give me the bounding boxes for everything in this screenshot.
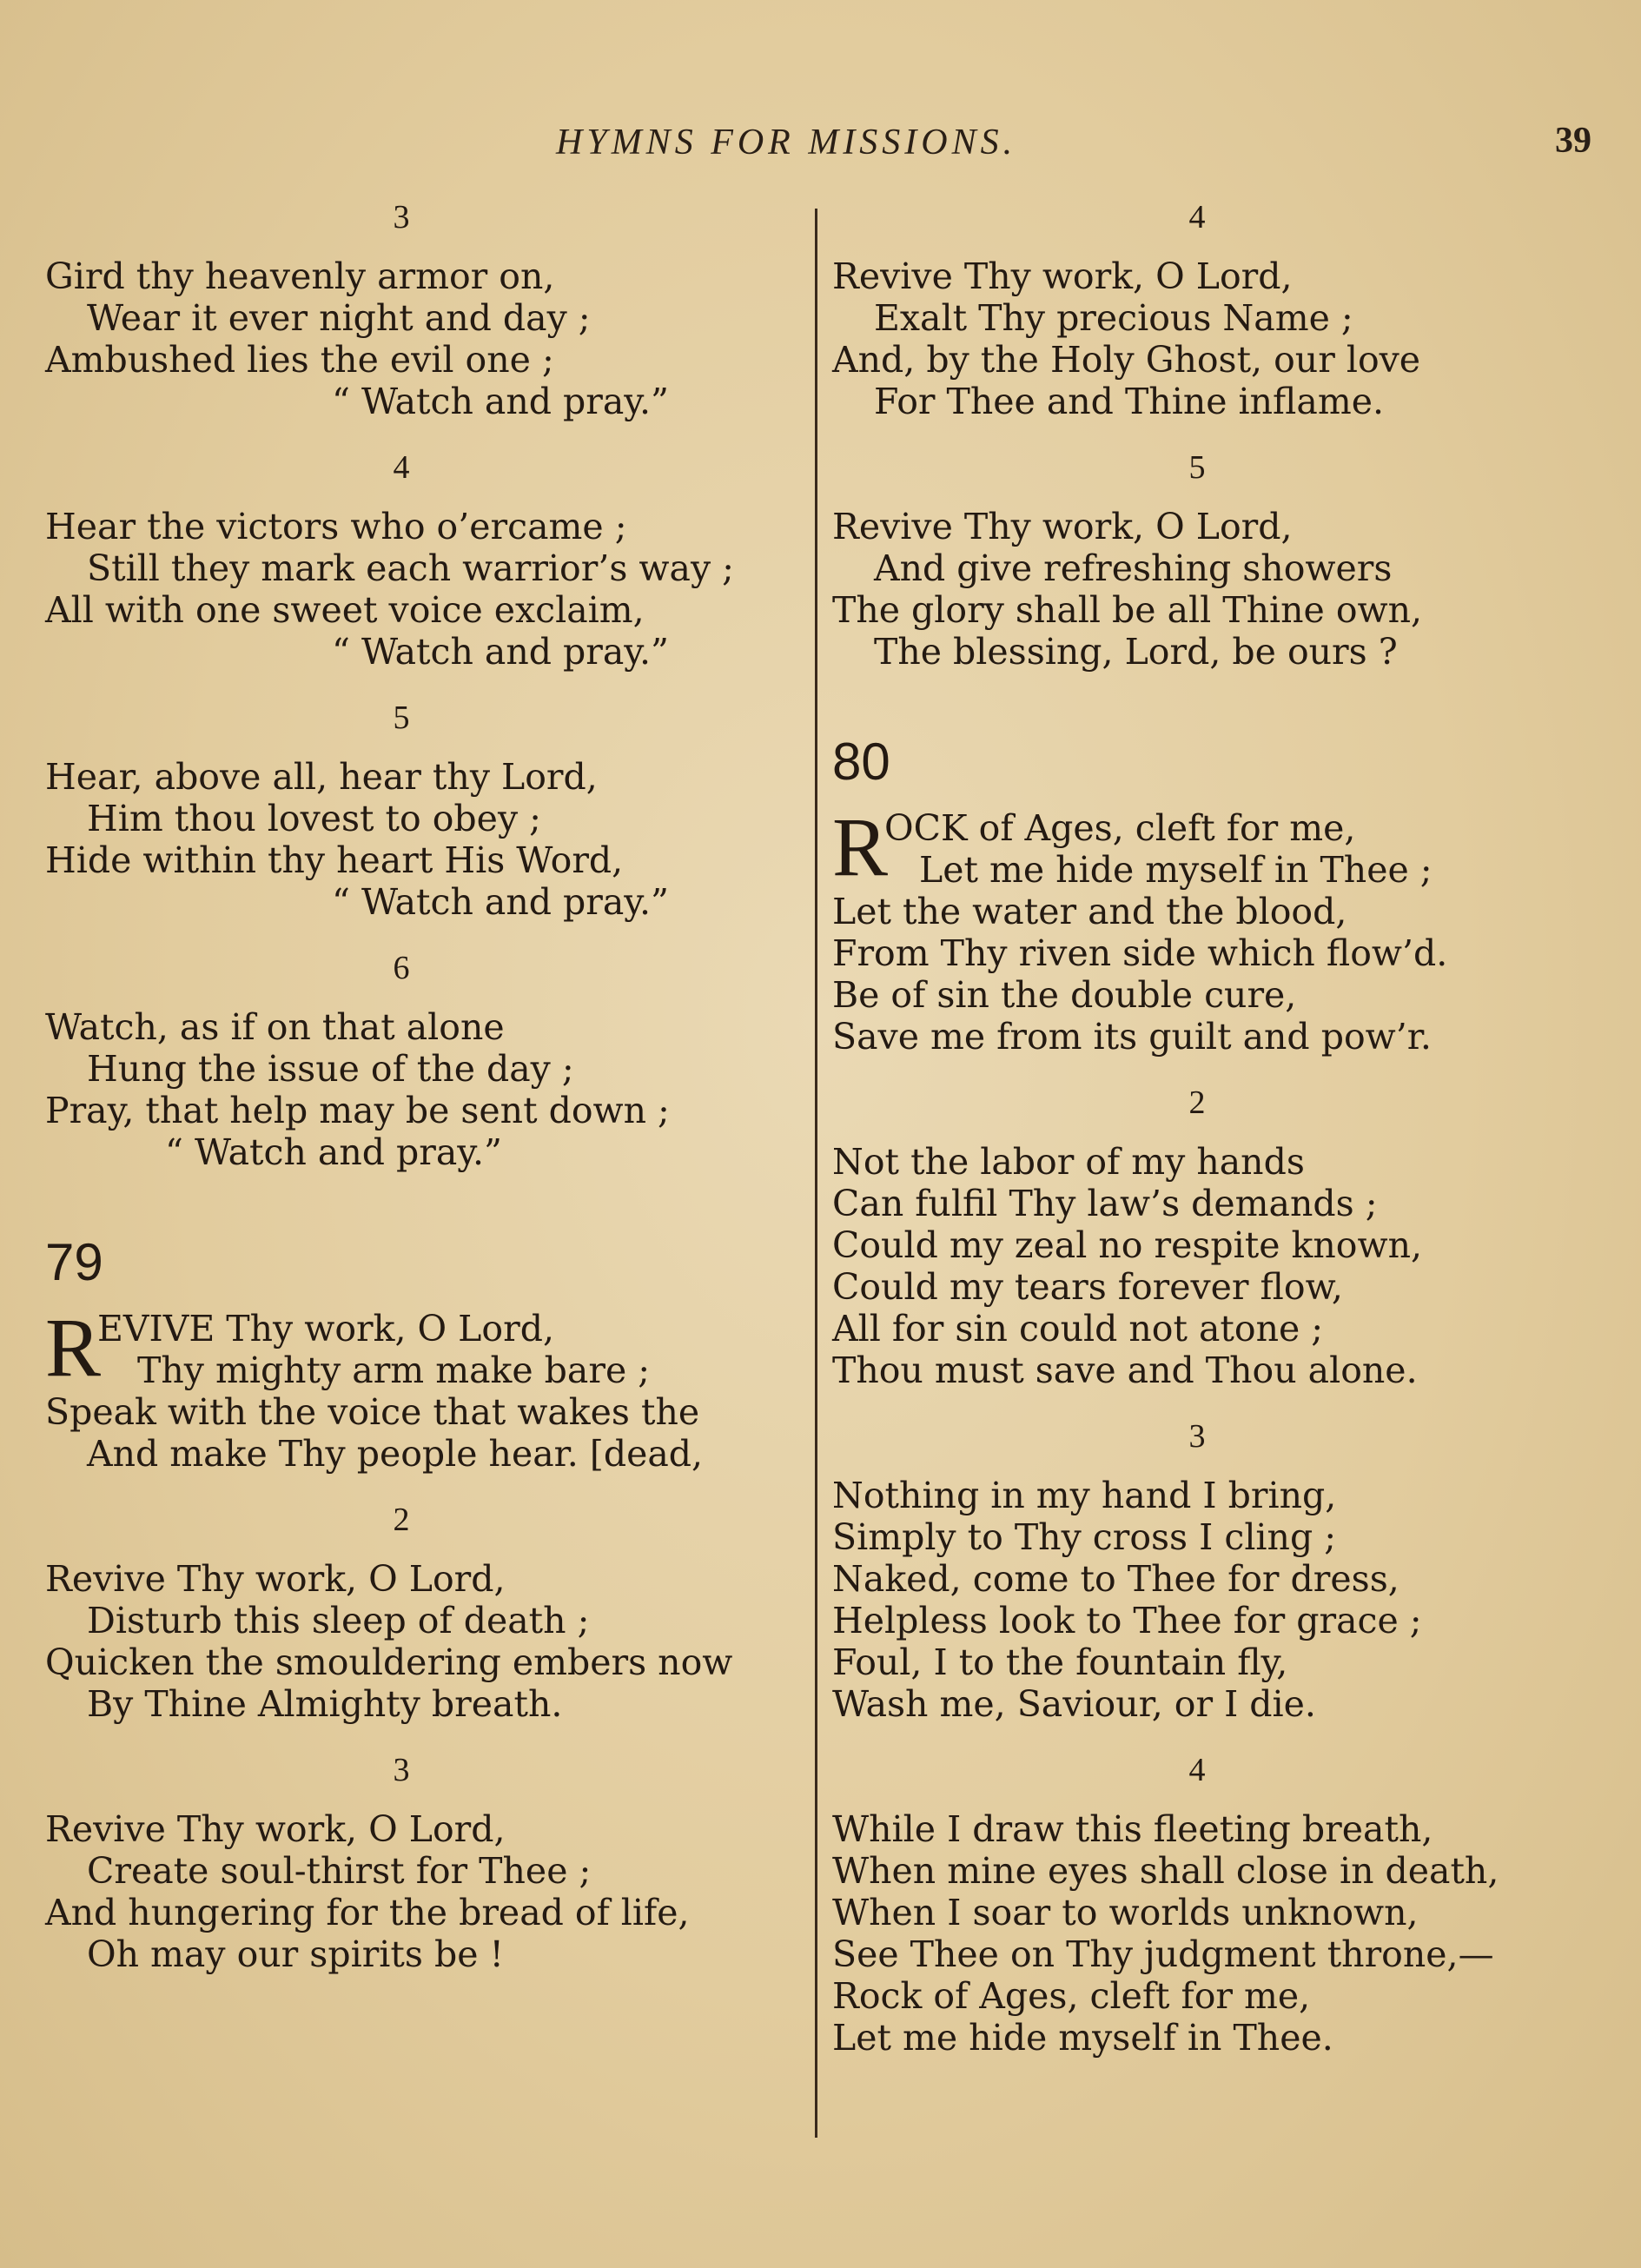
verse-line: Revive Thy work, O Lord,: [832, 255, 1293, 297]
verse-line: Hear the victors who o’ercame ;: [45, 506, 627, 547]
stanza: [45, 1301, 801, 1475]
stanza: [45, 198, 801, 422]
stanza-number: 3: [1188, 1418, 1206, 1455]
verse-line: Wear it ever night and day ;: [87, 297, 591, 339]
verse-line: The glory shall be all Thine own,: [832, 589, 1423, 631]
stanza: [832, 800, 1597, 1058]
stanza: [832, 1417, 1597, 1725]
verse-line: Watch, as if on that alone: [45, 1006, 505, 1048]
verse-line: All for sin could not atone ;: [832, 1308, 1324, 1350]
stanza-number: 2: [1188, 1084, 1206, 1121]
drop-cap: R: [45, 1301, 102, 1394]
verse-line: Simply to Thy cross I cling ;: [832, 1516, 1337, 1558]
verse-line: Revive Thy work, O Lord,: [45, 1558, 506, 1600]
drop-cap: R: [832, 800, 889, 893]
stanza-number: 5: [1188, 449, 1206, 486]
stanza: [45, 1751, 801, 1975]
verse-line: And make Thy people hear. [dead,: [87, 1433, 704, 1475]
verse-line: All with one sweet voice exclaim,: [45, 589, 645, 631]
stanza: [832, 448, 1597, 673]
verse-line: And, by the Holy Ghost, our love: [832, 339, 1421, 381]
refrain-line: “ Watch and pray.”: [332, 881, 670, 923]
verse-line: By Thine Almighty breath.: [87, 1683, 563, 1725]
verse-line: Not the labor of my hands: [832, 1141, 1305, 1183]
verse-line: Thy mighty arm make bare ;: [137, 1350, 651, 1391]
stanza-number: 3: [393, 1752, 410, 1788]
stanza-number: 6: [393, 950, 410, 986]
verse-line: Let me hide myself in Thee.: [832, 2017, 1333, 2059]
verse-line: Naked, come to Thee for dress,: [832, 1558, 1399, 1600]
verse-line: Exalt Thy precious Name ;: [874, 297, 1353, 339]
stanza: [45, 949, 801, 1173]
column-divider: [815, 209, 817, 2138]
verse-line: While I draw this fleeting breath,: [832, 1808, 1433, 1850]
verse-line: Foul, I to the fountain fly,: [832, 1641, 1288, 1683]
verse-line: Wash me, Saviour, or I die.: [832, 1683, 1316, 1725]
verse-line: Hide within thy heart His Word,: [45, 839, 624, 881]
verse-line: Nothing in my hand I bring,: [832, 1475, 1337, 1516]
verse-line: Hear, above all, hear thy Lord,: [45, 756, 598, 798]
stanza-number: 4: [393, 449, 410, 486]
stanza: [832, 198, 1597, 422]
verse-line: Could my tears forever flow,: [832, 1266, 1343, 1308]
verse-line: Let me hide myself in Thee ;: [919, 849, 1433, 891]
refrain-line: “ Watch and pray.”: [332, 631, 670, 673]
verse-line: And hungering for the bread of life,: [45, 1892, 690, 1933]
verse-line: Save me from its guilt and pow’r.: [832, 1016, 1432, 1058]
verse-line: See Thee on Thy judgment throne,—: [832, 1933, 1494, 1975]
verse-line: And give refreshing showers: [874, 547, 1393, 589]
stanza: [832, 1751, 1597, 2059]
first-line-text: OCK of Ages, cleft for me,: [884, 807, 1356, 849]
running-head: HYMNS FOR MISSIONS.: [556, 123, 1017, 162]
stanza-number: 3: [393, 199, 410, 235]
verse-line: Speak with the voice that wakes the: [45, 1391, 700, 1433]
verse-line: Rock of Ages, cleft for me,: [832, 1975, 1311, 2017]
refrain-line: “ Watch and pray.”: [165, 1131, 503, 1173]
verse-line: Quicken the smouldering embers now: [45, 1641, 733, 1683]
verse-line: Helpless look to Thee for grace ;: [832, 1600, 1422, 1641]
refrain-line: “ Watch and pray.”: [332, 381, 670, 422]
verse-line: Create soul-thirst for Thee ;: [87, 1850, 592, 1892]
verse-line: Be of sin the double cure,: [832, 974, 1297, 1016]
verse-line: When mine eyes shall close in death,: [832, 1850, 1499, 1892]
verse-line: Oh may our spirits be !: [87, 1933, 504, 1975]
hymn-number: 79: [45, 1233, 103, 1291]
first-line-text: EVIVE Thy work, O Lord,: [97, 1308, 554, 1350]
verse-line: Hung the issue of the day ;: [87, 1048, 574, 1090]
hymn-number: 80: [832, 733, 890, 791]
verse-line: Thou must save and Thou alone.: [832, 1350, 1418, 1391]
page-number: 39: [1555, 121, 1591, 161]
verse-line: For Thee and Thine inflame.: [874, 381, 1385, 422]
verse-line: When I soar to worlds unknown,: [832, 1892, 1419, 1933]
stanza: [45, 699, 801, 923]
left-column: [45, 191, 801, 2001]
stanza: [832, 1084, 1597, 1391]
verse-line: Disturb this sleep of death ;: [87, 1600, 590, 1641]
stanza-number: 4: [1188, 199, 1206, 235]
verse-line: Revive Thy work, O Lord,: [45, 1808, 506, 1850]
verse-line: Let the water and the blood,: [832, 891, 1347, 932]
stanza: [45, 1501, 801, 1725]
stanza-number: 5: [393, 700, 410, 736]
verse-line: Can fulfil Thy law’s demands ;: [832, 1183, 1378, 1224]
verse-line: Ambushed lies the evil one ;: [45, 339, 554, 381]
stanza: [45, 448, 801, 673]
verse-line: Revive Thy work, O Lord,: [832, 506, 1293, 547]
stanza-number: 2: [393, 1502, 410, 1538]
verse-line: Still they mark each warrior’s way ;: [87, 547, 734, 589]
stanza-number: 4: [1188, 1752, 1206, 1788]
verse-line: Him thou lovest to obey ;: [87, 798, 541, 839]
verse-line: Gird thy heavenly armor on,: [45, 255, 555, 297]
verse-line: The blessing, Lord, be ours ?: [874, 631, 1398, 673]
verse-line: Pray, that help may be sent down ;: [45, 1090, 670, 1131]
verse-line: From Thy riven side which flow’d.: [832, 932, 1448, 974]
right-column: [832, 191, 1597, 2085]
verse-line: Could my zeal no respite known,: [832, 1224, 1423, 1266]
